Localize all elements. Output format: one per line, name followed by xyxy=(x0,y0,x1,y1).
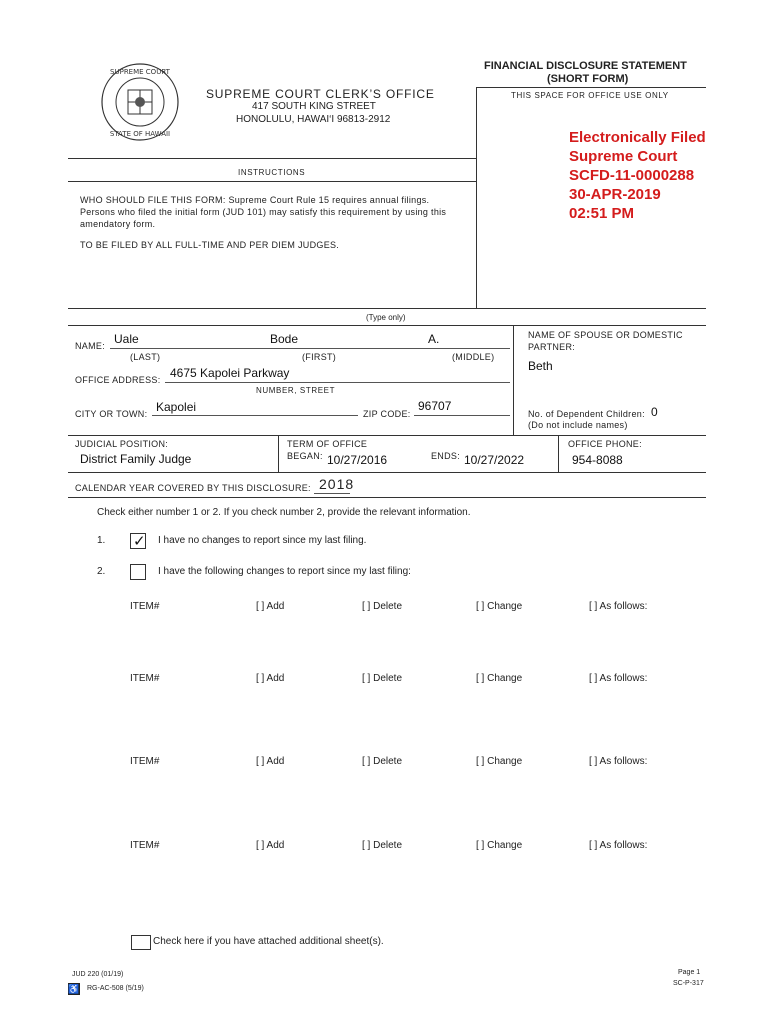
dependents-field[interactable]: 0 xyxy=(651,405,658,419)
office-address-sublabel: NUMBER, STREET xyxy=(256,386,336,395)
item-follows-option[interactable]: [ ] As follows: xyxy=(589,601,648,612)
form-subtitle: (SHORT FORM) xyxy=(547,73,629,85)
instructions-top-rule xyxy=(68,158,476,159)
option2-number: 2. xyxy=(97,566,106,577)
office-address-field[interactable]: 4675 Kapolei Parkway xyxy=(170,366,290,380)
phone-divider xyxy=(558,435,559,472)
item-label: ITEM# xyxy=(130,756,160,767)
electronic-filing-stamp xyxy=(569,128,706,223)
item-add-option[interactable]: [ ] Add xyxy=(256,601,285,612)
item-row xyxy=(0,601,770,615)
office-address-line xyxy=(165,382,510,383)
instructions-p1-line3: amendatory form. xyxy=(80,219,156,229)
item-row xyxy=(0,673,770,687)
position-label: JUDICIAL POSITION: xyxy=(75,439,169,449)
office-use-label: THIS SPACE FOR OFFICE USE ONLY xyxy=(511,91,669,100)
office-use-left-rule xyxy=(476,87,477,308)
footer-form-number: JUD 220 (01/19) xyxy=(72,971,124,978)
spouse-label-line2: PARTNER: xyxy=(528,342,576,352)
calendar-label: CALENDAR YEAR COVERED BY THIS DISCLOSURE: xyxy=(75,483,311,493)
item-change-option[interactable]: [ ] Change xyxy=(476,601,523,612)
header-bottom-rule xyxy=(68,308,706,309)
instructions-p2: TO BE FILED BY ALL FULL-TIME AND PER DIEM JUDGES. xyxy=(80,240,340,250)
item-add-option[interactable]: [ ] Add xyxy=(256,673,285,684)
stamp-line5: 02:51 PM xyxy=(569,205,635,222)
instructions-heading-rule xyxy=(68,181,476,182)
term-ends-label: ENDS: xyxy=(431,451,461,461)
phone-field[interactable]: 954-8088 xyxy=(572,453,623,467)
zip-label: ZIP CODE: xyxy=(363,409,411,419)
check-instruction: Check either number 1 or 2. If you check number 2, provide the relevant information. xyxy=(97,507,471,518)
office-address-line1: 417 SOUTH KING STREET xyxy=(252,101,376,112)
zip-line xyxy=(414,415,510,416)
zip-field[interactable]: 96707 xyxy=(418,399,452,413)
svg-text:STATE OF HAWAII: STATE OF HAWAII xyxy=(109,130,171,138)
item-add-option[interactable]: [ ] Add xyxy=(256,840,285,851)
option2-checkbox[interactable] xyxy=(130,564,146,580)
item-delete-option[interactable]: [ ] Delete xyxy=(362,601,403,612)
phone-label: OFFICE PHONE: xyxy=(568,439,642,449)
dependents-label: No. of Dependent Children: xyxy=(528,409,645,419)
spouse-label-line1: NAME OF SPOUSE OR DOMESTIC xyxy=(528,330,683,340)
item-follows-option[interactable]: [ ] As follows: xyxy=(589,673,648,684)
instructions-p1-line1: WHO SHOULD FILE THIS FORM: Supreme Court Rule 15 requires annual filings. xyxy=(80,195,430,205)
name-section-top-rule xyxy=(68,325,706,326)
item-change-option[interactable]: [ ] Change xyxy=(476,673,523,684)
option1-text: I have no changes to report since my last filing. xyxy=(158,535,367,546)
item-row xyxy=(0,756,770,770)
accessibility-icon: ♿ xyxy=(68,984,80,994)
option2-text: I have the following changes to report since my last filing: xyxy=(158,566,411,577)
instructions-p1-line2: Persons who filed the initial form (JUD 101) may satisfy this requirement by using this xyxy=(80,207,447,217)
calendar-field[interactable]: 2018 xyxy=(319,476,355,492)
item-add-option[interactable]: [ ] Add xyxy=(256,756,285,767)
form-title: FINANCIAL DISCLOSURE STATEMENT xyxy=(484,60,687,72)
item-follows-option[interactable]: [ ] As follows: xyxy=(589,840,648,851)
stamp-line3: SCFD-11-0000288 xyxy=(569,167,695,184)
item-row xyxy=(0,840,770,854)
term-began-field[interactable]: 10/27/2016 xyxy=(327,453,388,467)
position-bottom-rule xyxy=(68,472,706,473)
name-last-label: (LAST) xyxy=(130,352,161,362)
item-label: ITEM# xyxy=(130,601,160,612)
office-address-line2: HONOLULU, HAWAI‘I 96813-2912 xyxy=(236,114,391,125)
term-began-label: BEGAN: xyxy=(287,451,323,461)
name-last-field[interactable]: Uale xyxy=(114,332,139,346)
footer-page-number: Page 1 xyxy=(678,969,701,976)
term-ends-field[interactable]: 10/27/2022 xyxy=(464,453,525,467)
name-middle-field[interactable]: A. xyxy=(428,332,440,346)
office-name: SUPREME COURT CLERK’S OFFICE xyxy=(206,87,435,101)
name-first-field[interactable]: Bode xyxy=(270,332,299,346)
term-divider xyxy=(278,435,279,472)
term-label: TERM OF OFFICE xyxy=(287,439,368,449)
city-label: CITY OR TOWN: xyxy=(75,409,148,419)
office-use-top-rule xyxy=(476,87,706,88)
spouse-field[interactable]: Beth xyxy=(528,359,553,373)
item-follows-option[interactable]: [ ] As follows: xyxy=(589,756,648,767)
position-field[interactable]: District Family Judge xyxy=(80,452,192,466)
type-only-note: (Type only) xyxy=(366,313,406,322)
footer-scp: SC-P-317 xyxy=(673,980,704,987)
stamp-line2: Supreme Court xyxy=(569,148,678,165)
instructions-heading: INSTRUCTIONS xyxy=(238,168,306,177)
attached-sheets-checkbox[interactable] xyxy=(131,935,151,950)
city-field[interactable]: Kapolei xyxy=(156,400,197,414)
footer-rg-number: RG-AC-508 (5/19) xyxy=(87,985,144,992)
position-top-rule xyxy=(68,435,706,436)
item-delete-option[interactable]: [ ] Delete xyxy=(362,673,403,684)
item-delete-option[interactable]: [ ] Delete xyxy=(362,840,403,851)
stamp-line1: Electronically Filed xyxy=(569,129,706,146)
name-label: NAME: xyxy=(75,341,106,351)
item-change-option[interactable]: [ ] Change xyxy=(476,840,523,851)
office-address-label: OFFICE ADDRESS: xyxy=(75,375,161,385)
name-middle-label: (MIDDLE) xyxy=(452,352,495,362)
city-line xyxy=(152,415,358,416)
attached-sheets-label: Check here if you have attached additional sheet(s). xyxy=(153,936,384,947)
spouse-divider xyxy=(513,325,514,435)
court-seal xyxy=(100,62,180,142)
calendar-bottom-rule xyxy=(68,497,706,498)
checkmark-icon: ✓ xyxy=(133,532,146,550)
dependents-note: (Do not include names) xyxy=(528,420,628,430)
option1-number: 1. xyxy=(97,535,106,546)
calendar-line xyxy=(314,493,350,494)
stamp-line4: 30-APR-2019 xyxy=(569,186,661,203)
svg-text:SUPREME COURT: SUPREME COURT xyxy=(110,68,170,76)
item-label: ITEM# xyxy=(130,673,160,684)
option1-checkbox[interactable] xyxy=(130,533,146,549)
item-delete-option[interactable]: [ ] Delete xyxy=(362,756,403,767)
name-first-label: (FIRST) xyxy=(302,352,337,362)
item-change-option[interactable]: [ ] Change xyxy=(476,756,523,767)
item-label: ITEM# xyxy=(130,840,160,851)
name-line xyxy=(110,348,510,349)
